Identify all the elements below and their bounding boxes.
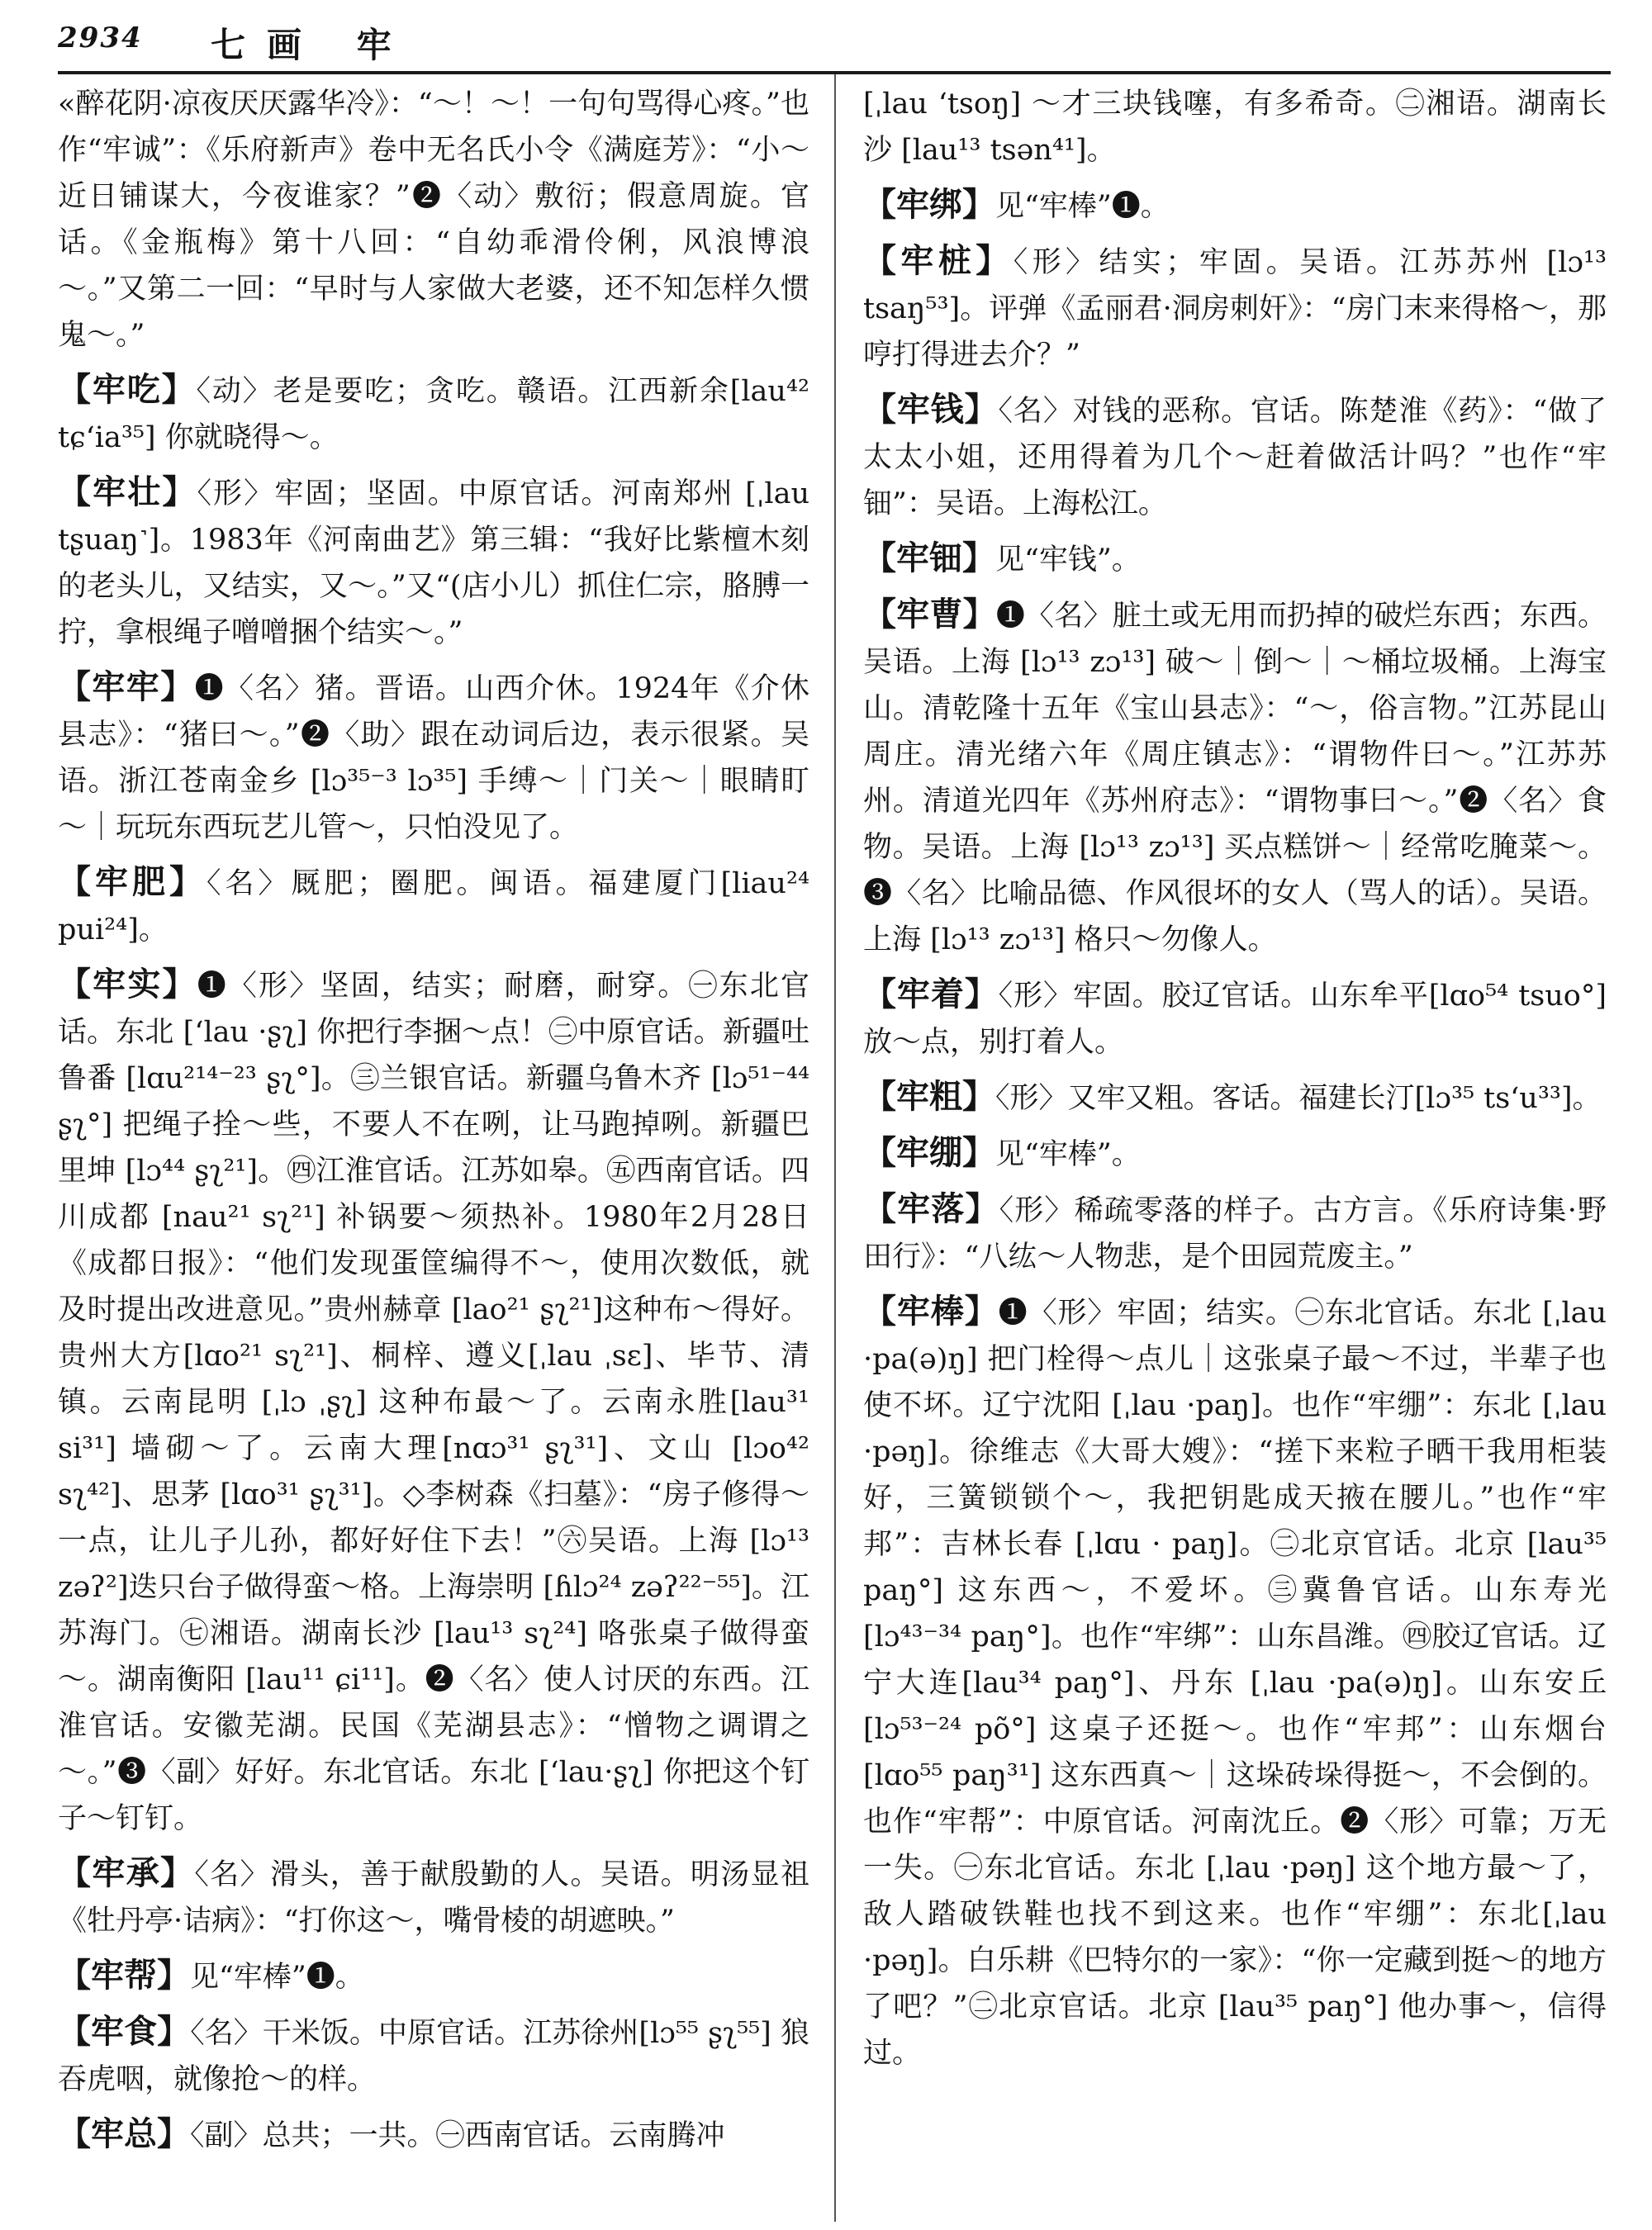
dictionary-entry: 【牢棒】❶〈形〉牢固；结实。㊀东北官话。东北 [ˌlau ·pa(ə)ŋ] 把门栓得～点儿｜这张桌子最～不过，半辈子也使不坏。辽宁沈阳 [ˌlau ·paŋ]。也作“牢绷”：东北 [ˌlau ·pəŋ]。徐维志《大哥大嫂》：“搓下来粒子晒干我用柜装好，三簧锁锁个～，我把钥匙成天掖在腰儿。”也作“牢邦”：吉林长春 [ˌlɑu · paŋ]。㊁北京官话。北京 [lau³⁵ paŋ°] 这东西～，不爱坏。㊂冀鲁官话。山东寿光 [lɔ⁴³⁻³⁴ paŋ°]。也作“牢绑”：山东昌潍。㊃胶辽官话。辽宁大连[lau³⁴ paŋ°]、丹东 [ˌlau ·pa(ə)ŋ]。山东安丘 [lɔ⁵³⁻²⁴ põ°] 这桌子还挺～。也作“牢邦”：山东烟台 [lɑo⁵⁵ paŋ³¹] 这东西真～｜这垛砖垛得挺～，不会倒的。也作“牢帮”：中原官话。河南沈丘。❷〈形〉可靠；万无一失。㊀东北官话。东北 [ˌlau ·pəŋ] 这个地方最～了，敌人踏破铁鞋也找不到这来。也作“牢绷”：东北[ˌlau ·pəŋ]。白乐耕《巴特尔的一家》：“你一定藏到挺～的地方了吧？”㊁北京官话。北京 [lau³⁵ paŋ°] 他办事～，信得过。	[863, 1292, 1607, 2070]
dictionary-entry: 【牢承】〈名〉滑头，善于献殷勤的人。吴语。明汤显祖《牡丹亭·诘病》：“打你这～，嘴骨棱的胡遮映。”	[58, 1853, 809, 1938]
entry-headword: 【牢钿】	[863, 539, 995, 577]
dictionary-entry: 【牢曹】❶〈名〉脏土或无用而扔掉的破烂东西；东西。吴语。上海 [lɔ¹³ zɔ¹³] 破～｜倒～｜～桶垃圾桶。上海宝山。清乾隆十五年《宝山县志》：“～，俗言物。”江苏昆山周庄。清光绪六年《周庄镇志》：“谓物件曰～。”江苏苏州。清道光四年《苏州府志》：“谓物事曰～。”❷〈名〉食物。吴语。上海 [lɔ¹³ zɔ¹³] 买点糕饼～｜经常吃腌菜～。❸〈名〉比喻品德、作风很坏的女人（骂人的话）。吴语。上海 [lɔ¹³ zɔ¹³] 格只～勿像人。	[863, 595, 1607, 956]
dictionary-entry: 【牢绑】见“牢棒”❶。	[863, 185, 1170, 224]
entry-headword: 【牢粗】	[863, 1077, 995, 1116]
dictionary-entry: 【牢牢】❶〈名〉猪。晋语。山西介休。1924年《介休县志》：“猪曰～。”❷〈助〉跟在动词后边，表示很紧。吴语。浙江苍南金乡 [lɔ³⁵⁻³ lɔ³⁵] 手缚～｜门关～｜眼睛盯～｜玩玩东西玩艺儿管～，只怕没见了。	[58, 667, 809, 844]
right-column	[863, 81, 1607, 2220]
dictionary-entry: «醉花阴·凉夜厌厌露华冷》：“～！～！一句句骂得心疼。”也作“牢诚”：《乐府新声》卷中无名氏小令《满庭芳》：“小～近日铺谋大，今夜谁家？”❷〈动〉敷衍；假意周旋。官话。《金瓶梅》第十八回：“自幼乖滑伶俐，风浪博浪～。”又第二一回：“早时与人家做大老婆，还不知怎样久惯鬼～。”	[58, 88, 809, 352]
entry-headword: 【牢钱】	[863, 390, 999, 429]
dictionary-entry: [ˌlau ʻtsoŋ] ～才三块钱噻，有多希奇。㊁湘语。湖南长沙 [lau¹³ tsən⁴¹]。	[863, 88, 1607, 167]
page-number: 2934	[58, 21, 143, 55]
entry-headword: 【牢牢】	[58, 667, 195, 706]
entry-headword: 【牢食】	[58, 2012, 191, 2051]
left-column	[58, 81, 809, 2220]
entry-headword: 【牢实】	[58, 965, 197, 1004]
dictionary-entry: 【牢绷】见“牢棒”。	[863, 1133, 1141, 1172]
entry-headword: 【牢桩】	[863, 241, 1014, 280]
dictionary-entry: 【牢粗】〈形〉又牢又粗。客话。福建长汀[lɔ³⁵ tsʻu³³]。	[863, 1077, 1602, 1116]
dictionary-entry: 【牢着】〈形〉牢固。胶辽官话。山东牟平[lɑo⁵⁴ tsuo°] 放～点，别打着人。	[863, 975, 1607, 1059]
entry-headword: 【牢绷】	[863, 1133, 995, 1172]
entry-headword: 【牢总】	[58, 2114, 190, 2153]
entry-headword: 【牢着】	[863, 975, 999, 1013]
page-header	[58, 15, 1611, 73]
column-divider	[834, 74, 836, 2222]
entry-headword: 【牢吃】	[58, 370, 197, 409]
entry-headword: 【牢棒】	[863, 1292, 999, 1331]
dictionary-entry: 【牢钿】见“牢钱”。	[863, 539, 1141, 577]
entry-headword: 【牢肥】	[58, 862, 206, 901]
entry-headword: 【牢落】	[863, 1189, 999, 1228]
entry-headword: 【牢壮】	[58, 472, 197, 511]
entry-headword: 【牢承】	[58, 1853, 195, 1892]
dictionary-entry: 【牢帮】见“牢棒”❶。	[58, 1956, 364, 1995]
dictionary-entry: 【牢吃】〈动〉老是要吃；贪吃。赣语。江西新余[lau⁴² tɕʻia³⁵] 你就晓得～。	[58, 370, 809, 454]
dictionary-entry: 【牢壮】〈形〉牢固；坚固。中原官话。河南郑州 [ˌlau tʂuaŋ˺]。1983年《河南曲艺》第三辑：“我好比紫檀木刻的老头儿，又结实，又～。”又“(店小儿）抓住仁宗，胳膊一拧，拿根绳子噌噌捆个结实～。”	[58, 472, 809, 649]
entry-headword: 【牢帮】	[58, 1956, 190, 1995]
section-title: 七画 牢	[211, 25, 413, 65]
dictionary-entry: 【牢总】〈副〉总共；一共。㊀西南官话。云南腾冲	[58, 2114, 725, 2153]
dictionary-entry: 【牢落】〈形〉稀疏零落的样子。古方言。《乐府诗集·野田行》：“八纮～人物悲，是个田园荒废主。”	[863, 1189, 1607, 1274]
dictionary-entry: 【牢桩】〈形〉结实；牢固。吴语。江苏苏州 [lɔ¹³ tsaŋ⁵³]。评弹《孟丽君·洞房刺奸》：“房门末来得格～，那哼打得进去介？”	[863, 241, 1607, 372]
dictionary-entry: 【牢食】〈名〉干米饭。中原官话。江苏徐州[lɔ⁵⁵ ʂʅ⁵⁵] 狼吞虎咽，就像抢～的样。	[58, 2012, 809, 2096]
dictionary-entry: 【牢钱】〈名〉对钱的恶称。官话。陈楚淮《药》：“做了太太小姐，还用得着为几个～赶着做活计吗？”也作“牢钿”：吴语。上海松江。	[863, 390, 1607, 520]
dictionary-entry: 【牢实】❶〈形〉坚固，结实；耐磨，耐穿。㊀东北官话。东北 [ʻlau ·ʂʅ] 你把行李捆～点！㊁中原官话。新疆吐鲁番 [lɑu²¹⁴⁻²³ ʂʅ°]。㊂兰银官话。新疆乌鲁木齐 [lɔ⁵¹⁻⁴⁴ ʂʅ°] 把绳子拴～些，不要人不在咧，让马跑掉咧。新疆巴里坤 [lɔ⁴⁴ ʂʅ²¹]。㊃江淮官话。江苏如皋。㊄西南官话。四川成都 [nau²¹ sʅ²¹] 补锅要～须热补。1980年2月28日《成都日报》：“他们发现蛋筐编得不～，使用次数低，就及时提出改进意见。”贵州赫章 [lao²¹ ʂʅ²¹]这种布～得好。贵州大方[lɑo²¹ sʅ²¹]、桐梓、遵义[ˌlau ˌsɛ]、毕节、清镇。云南昆明 [ˌlɔ ˌʂʅ] 这种布最～了。云南永胜[lau³¹ si³¹] 墙砌～了。云南大理[nɑɔ³¹ ʂʅ³¹]、文山 [lɔo⁴² sʅ⁴²]、思茅 [lɑo³¹ ʂʅ³¹]。◇李树森《扫墓》：“房子修得～一点，让儿子儿孙，都好好住下去！”㊅吴语。上海 [lɔ¹³ zəʔ²]迭只台子做得蛮～格。上海崇明 [ɦlɔ²⁴ zəʔ²²⁻⁵⁵]。江苏海门。㊆湘语。湖南长沙 [lau¹³ sʅ²⁴] 咯张桌子做得蛮～。湖南衡阳 [lau¹¹ ɕi¹¹]。❷〈名〉使人讨厌的东西。江淮官话。安徽芜湖。民国《芜湖县志》：“憎物之调谓之～。”❸〈副〉好好。东北官话。东北 [ʻlau·ʂʅ] 你把这个钉子～钉钉。	[58, 965, 809, 1835]
dictionary-entry: 【牢肥】〈名〉厩肥；圈肥。闽语。福建厦门[liau²⁴ pui²⁴]。	[58, 862, 809, 947]
entry-headword: 【牢绑】	[863, 185, 995, 224]
entry-headword: 【牢曹】	[863, 595, 996, 633]
